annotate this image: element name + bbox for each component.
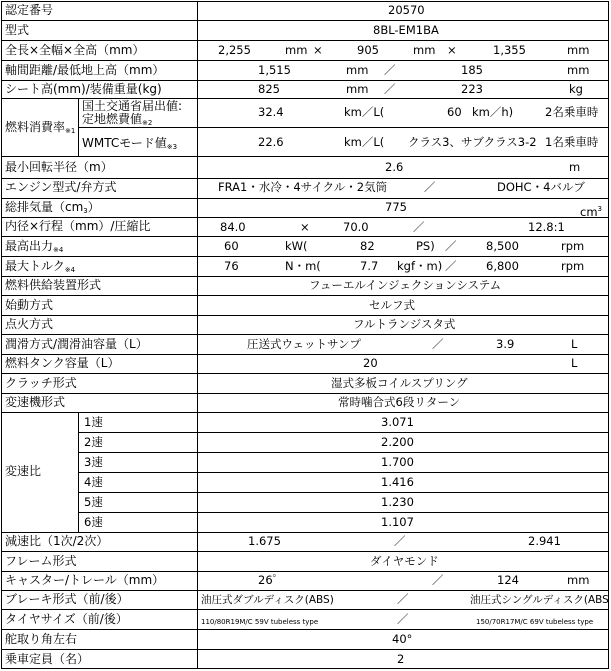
torque-label: 最大トルク$_{※4}$ xyxy=(5,259,76,274)
reduction-secondary: 2.941 xyxy=(528,534,561,548)
trail-unit: mm xyxy=(567,573,590,587)
transmission-value: 常時噛合式6段リターン xyxy=(338,395,461,409)
row-line xyxy=(1,60,609,61)
displacement-value: 775 xyxy=(385,200,407,214)
torque-nm: 76 xyxy=(224,259,239,273)
torque-kgf: 7.7 xyxy=(360,259,379,273)
row-line xyxy=(1,609,609,610)
slash: ／ xyxy=(394,534,406,548)
power-rpm-unit: rpm xyxy=(561,239,585,253)
seat-height-value: 825 xyxy=(258,82,280,96)
caster-value: 26゜ xyxy=(258,573,285,587)
length-unit: mm xyxy=(285,43,308,57)
fuel-sub2-label: WMTCモード値$_{※3}$ xyxy=(82,136,178,151)
ground-clearance-unit: mm xyxy=(567,63,590,77)
height-unit: mm xyxy=(567,43,590,57)
fuel-sub2-class: クラス3、サブクラス3-2 xyxy=(408,135,537,149)
ignition-value: フルトランジスタ式 xyxy=(353,317,456,331)
gear-4-label: 4速 xyxy=(84,475,103,489)
lubrication-label: 潤滑方式/潤滑油容量（L） xyxy=(5,337,148,351)
seat-label: シート高(mm)/装備重量(kg) xyxy=(5,82,162,96)
displacement-label: 総排気量$(cm_3)$ xyxy=(5,200,100,215)
power-rpm: 8,500 xyxy=(486,239,519,253)
torque-kgf-unit: kgf・m) xyxy=(397,259,443,273)
stroke-value: 70.0 xyxy=(343,220,369,234)
brake-front: 油圧式ダブルディスク(ABS) xyxy=(201,594,334,606)
fuel-sub1-speed: 60 xyxy=(447,105,462,119)
row-line xyxy=(1,629,609,630)
lubrication-unit: L xyxy=(571,337,578,351)
row-line xyxy=(1,412,609,413)
power-kw: 60 xyxy=(224,239,239,253)
column-divider xyxy=(197,1,198,669)
fuel-sub1-label-b: 定地燃費値$_{※2}$ xyxy=(82,112,153,127)
engine-label: エンジン型式/弁方式 xyxy=(5,180,117,194)
gear-2-label: 2速 xyxy=(84,435,103,449)
starter-label: 始動方式 xyxy=(5,298,54,312)
row-line xyxy=(1,198,609,199)
fuel-sub1-speed-unit: km／h) xyxy=(472,105,514,119)
slash: ／ xyxy=(397,592,409,606)
row-line xyxy=(78,492,609,493)
gear-1-ratio: 3.071 xyxy=(381,415,414,429)
capacity-label: 乗車定員（名） xyxy=(5,652,90,666)
row-line xyxy=(1,532,609,533)
power-ps: 82 xyxy=(360,239,375,253)
clutch-value: 湿式多板コイルスプリング xyxy=(331,376,468,390)
frame-label: フレーム形式 xyxy=(5,554,77,568)
tire-label: タイヤサイズ（前/後） xyxy=(5,612,128,626)
gear-6-ratio: 1.107 xyxy=(381,515,414,529)
row-line xyxy=(1,20,609,21)
seat-height-unit: mm xyxy=(346,82,369,96)
fuel-sub1-unit: km／L( xyxy=(344,105,385,119)
row-line xyxy=(78,512,609,513)
wheelbase-unit: mm xyxy=(346,63,369,77)
fuel-sub2-unit: km／L( xyxy=(344,135,385,149)
wheelbase-label: 軸間距離/最低地上高（mm） xyxy=(5,63,165,77)
row-line xyxy=(1,256,609,257)
row-line xyxy=(1,551,609,552)
compression-ratio: 12.8:1 xyxy=(528,220,565,234)
slash: ／ xyxy=(384,82,396,96)
wheelbase-value: 1,515 xyxy=(258,63,291,77)
row-line xyxy=(1,276,609,277)
starter-value: セルフ式 xyxy=(369,298,415,312)
times-sign: × xyxy=(447,43,457,57)
torque-nm-unit: N・m( xyxy=(285,259,321,273)
fuel-label: 燃料消費率$_{※1}$ xyxy=(5,120,76,135)
row-line xyxy=(1,315,609,316)
turning-value: 2.6 xyxy=(385,160,404,174)
cert-no-label: 認定番号 xyxy=(5,3,54,17)
turning-label: 最小回転半径（m） xyxy=(5,160,113,174)
slash: ／ xyxy=(384,63,396,77)
row-line xyxy=(1,373,609,374)
steering-label: 舵取り角左右 xyxy=(5,632,78,646)
ignition-label: 点火方式 xyxy=(5,317,54,331)
row-line xyxy=(1,393,609,394)
capacity-value: 2 xyxy=(397,652,405,666)
fuel-sub1-riders: 2名乗車時 xyxy=(545,105,599,119)
reduction-label: 減速比（1次/2次） xyxy=(5,534,109,548)
gear-3-ratio: 1.700 xyxy=(381,455,414,469)
model-label: 型式 xyxy=(5,23,30,37)
bore-value: 84.0 xyxy=(220,220,246,234)
slash: ／ xyxy=(413,220,425,234)
length-value: 2,255 xyxy=(218,43,251,57)
tank-value: 20 xyxy=(363,356,378,370)
row-line xyxy=(78,452,609,453)
power-label: 最高出力$_{※4}$ xyxy=(5,239,64,254)
turning-unit: m xyxy=(569,160,581,174)
trail-value: 124 xyxy=(497,573,519,587)
gear-1-label: 1速 xyxy=(84,415,103,429)
fuel-system-value: フューエルインジェクションシステム xyxy=(309,278,502,292)
bore-label: 内径×行程（mm）/圧縮比 xyxy=(5,219,151,233)
row-line xyxy=(1,590,609,591)
torque-rpm: 6,800 xyxy=(486,259,519,273)
row-line xyxy=(1,295,609,296)
slash: ／ xyxy=(445,239,457,253)
row-line xyxy=(1,571,609,572)
slash: ／ xyxy=(424,180,436,194)
torque-rpm-unit: rpm xyxy=(561,259,585,273)
row-line xyxy=(78,432,609,433)
row-line xyxy=(1,40,609,41)
width-unit: mm xyxy=(413,43,436,57)
displacement-unit: $cm^3$ xyxy=(580,204,602,219)
row-line xyxy=(1,236,609,237)
fuel-sub2-value: 22.6 xyxy=(258,135,284,149)
weight-unit: kg xyxy=(569,82,583,96)
reduction-primary: 1.675 xyxy=(248,534,281,548)
slash: ／ xyxy=(432,337,444,351)
slash: ／ xyxy=(445,259,457,273)
slash: ／ xyxy=(432,573,444,587)
steering-value: 40° xyxy=(392,632,413,646)
tire-rear: 150/70R17M/C 69V tubeless type xyxy=(476,618,594,626)
power-ps-unit: PS) xyxy=(416,239,435,253)
dims-label: 全長×全幅×全高（mm） xyxy=(5,43,145,57)
gear-2-ratio: 2.200 xyxy=(381,435,414,449)
row-line xyxy=(1,334,609,335)
fuel-sub1-label-a: 国土交通省届出値: xyxy=(82,99,183,113)
height-value: 1,355 xyxy=(493,43,526,57)
model-value: 8BL-EM1BA xyxy=(373,23,439,37)
gear-6-label: 6速 xyxy=(84,515,103,529)
brake-label: ブレーキ形式（前/後） xyxy=(5,592,129,606)
fuel-sub1-value: 32.4 xyxy=(258,105,284,119)
frame-value: ダイヤモンド xyxy=(370,554,439,568)
row-line xyxy=(78,127,609,128)
width-value: 905 xyxy=(357,43,379,57)
gear-5-label: 5速 xyxy=(84,495,103,509)
engine-type: FRA1・水冷・4サイクル・2気筒 xyxy=(218,180,388,194)
row-line xyxy=(1,80,609,81)
transmission-label: 変速機形式 xyxy=(5,395,66,409)
brake-rear: 油圧式シングルディスク(ABS xyxy=(470,594,609,606)
gear-5-ratio: 1.230 xyxy=(381,495,414,509)
gear-3-label: 3速 xyxy=(84,455,103,469)
times-sign: × xyxy=(300,220,310,234)
times-sign: × xyxy=(313,43,323,57)
tank-unit: L xyxy=(571,356,578,370)
fuel-sub2-riders: 1名乗車時 xyxy=(545,135,599,149)
gear-ratio-label: 変速比 xyxy=(5,464,42,478)
cert-no-value: 20570 xyxy=(388,3,425,17)
caster-label: キャスター/トレール（mm） xyxy=(5,573,165,587)
row-line xyxy=(1,178,609,179)
weight-value: 223 xyxy=(461,82,483,96)
ground-clearance-value: 185 xyxy=(461,63,483,77)
row-line xyxy=(1,354,609,355)
row-line xyxy=(1,217,609,218)
power-kw-unit: kW( xyxy=(285,239,308,253)
tire-front: 110/80R19M/C 59V tubeless type xyxy=(201,618,319,626)
valve-type: DOHC・4バルブ xyxy=(497,180,585,194)
lubrication-capacity: 3.9 xyxy=(496,337,515,351)
row-line xyxy=(78,472,609,473)
clutch-label: クラッチ形式 xyxy=(5,376,77,390)
gear-4-ratio: 1.416 xyxy=(381,475,414,489)
tank-label: 燃料タンク容量（L） xyxy=(5,356,120,370)
row-line xyxy=(1,156,609,157)
lubrication-type: 圧送式ウェットサンプ xyxy=(247,337,361,351)
slash: ／ xyxy=(397,612,409,626)
row-line xyxy=(1,649,609,650)
fuel-system-label: 燃料供給装置形式 xyxy=(5,278,102,292)
